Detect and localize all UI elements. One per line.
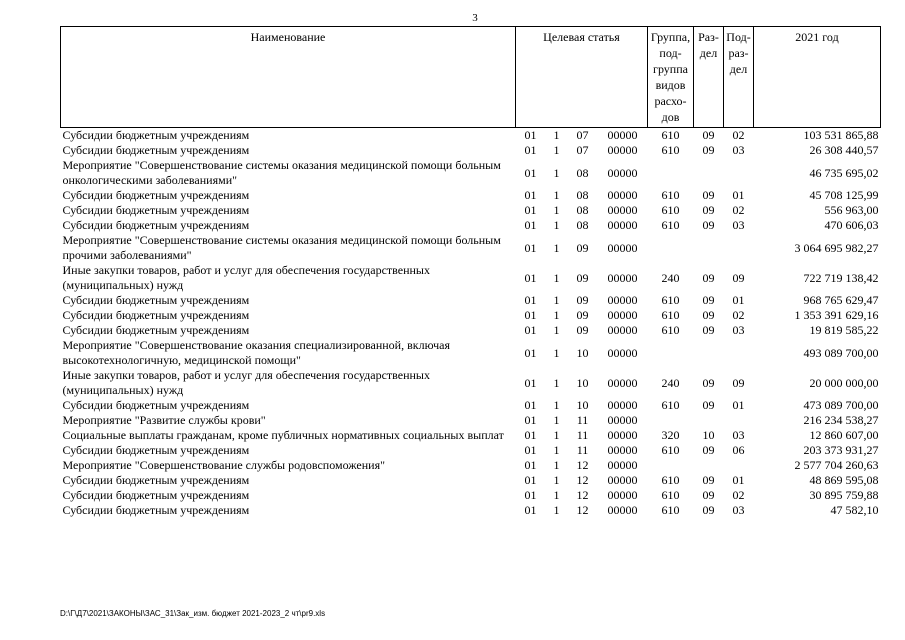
cell-group: 610 [661,473,680,487]
cell-amount: 46 735 695,02 [809,165,879,180]
table-row [61,233,881,263]
cell-group: 610 [661,203,680,217]
cell-subsection: 03 [732,323,745,337]
cell-a: 01 [524,428,537,442]
cell-b: 1 [553,398,560,412]
cell-group: 610 [661,293,680,307]
cell-section: 09 [702,128,715,142]
table-row [61,203,881,218]
cell-d: 00000 [607,398,638,412]
cell-d: 00000 [607,488,638,502]
cell-a: 01 [524,488,537,502]
cell-subsection [724,158,754,188]
cell-name: Субсидии бюджетным учреждениям [62,473,250,487]
cell-section: 09 [702,270,715,285]
footer-file-path: D:\Г\Д7\2021\ЗАКОНЫ\ЗАС_31\Зак_изм. бюджет 2021-2023_2 чт\pr9.xls [60,609,326,618]
table-row [61,308,881,323]
cell-b: 1 [553,413,560,427]
cell-amount: 556 963,00 [824,203,879,217]
cell-c: 12 [576,473,589,487]
cell-name: Мероприятие "Совершенствование службы родовспоможения" [62,458,386,472]
cell-subsection: 01 [732,473,745,487]
cell-group: 610 [661,323,680,337]
cell-section: 09 [702,375,715,390]
cell-group: 610 [661,443,680,457]
cell-section [694,413,724,428]
cell-group [648,158,694,188]
cell-name: Субсидии бюджетным учреждениям [62,293,250,307]
cell-name: Субсидии бюджетным учреждениям [62,188,250,202]
cell-b: 1 [553,218,560,232]
cell-b: 1 [553,323,560,337]
cell-b: 1 [553,270,560,285]
cell-d: 00000 [607,128,638,142]
cell-subsection: 02 [732,203,745,217]
cell-section: 09 [702,488,715,502]
cell-amount: 2 577 704 260,63 [794,458,879,472]
cell-group [648,233,694,263]
cell-section: 09 [702,308,715,322]
cell-group: 610 [661,308,680,322]
cell-d: 00000 [607,375,638,390]
cell-a: 01 [524,375,537,390]
header-name: Наименование [61,27,516,128]
cell-subsection: 02 [732,488,745,502]
cell-b: 1 [553,165,560,180]
cell-amount: 45 708 125,99 [809,188,879,202]
cell-c: 09 [576,293,589,307]
cell-d: 00000 [607,218,638,232]
cell-c: 08 [576,165,589,180]
cell-b: 1 [553,503,560,517]
cell-b: 1 [553,188,560,202]
cell-amount: 20 000 000,00 [809,375,879,390]
cell-subsection: 03 [732,503,745,517]
cell-b: 1 [553,308,560,322]
cell-a: 01 [524,345,537,360]
cell-d: 00000 [607,443,638,457]
cell-name: Социальные выплаты гражданам, кроме публичных нормативных социальных выплат [62,428,504,442]
cell-name: Мероприятие "Совершенствование системы оказания медицинской помощи больным онкологическими заболеваниями" [62,158,501,187]
cell-a: 01 [524,308,537,322]
cell-name: Субсидии бюджетным учреждениям [62,218,250,232]
cell-section: 09 [702,143,715,157]
cell-name: Иные закупки товаров, работ и услуг для обеспечения государственных (муниципальных) нужд [62,368,430,397]
cell-b: 1 [553,428,560,442]
header-group: Группа, под- группа видов расхо- дов [648,27,694,128]
cell-group: 610 [661,128,680,142]
cell-name: Субсидии бюджетным учреждениям [62,488,250,502]
cell-group: 610 [661,503,680,517]
cell-amount: 722 719 138,42 [803,270,879,285]
cell-c: 12 [576,488,589,502]
cell-name: Субсидии бюджетным учреждениям [62,503,250,517]
cell-section: 09 [702,188,715,202]
cell-section: 09 [702,473,715,487]
cell-subsection [724,233,754,263]
cell-c: 08 [576,203,589,217]
table-row [61,443,881,458]
cell-subsection: 03 [732,143,745,157]
cell-subsection: 01 [732,398,745,412]
cell-amount: 470 606,03 [824,218,879,232]
cell-section: 09 [702,503,715,517]
cell-section: 09 [702,443,715,457]
cell-subsection: 03 [732,428,745,442]
table-row [61,473,881,488]
cell-subsection [724,413,754,428]
cell-a: 01 [524,293,537,307]
cell-amount: 493 089 700,00 [803,345,879,360]
cell-c: 09 [576,270,589,285]
header-year: 2021 год [754,27,881,128]
cell-section: 09 [702,203,715,217]
table-row [61,188,881,203]
cell-section: 09 [702,398,715,412]
cell-a: 01 [524,413,537,427]
table-row [61,323,881,338]
table-header-row [61,27,881,128]
cell-d: 00000 [607,308,638,322]
cell-d: 00000 [607,188,638,202]
cell-section [694,233,724,263]
cell-group: 610 [661,488,680,502]
cell-group: 610 [661,143,680,157]
cell-b: 1 [553,203,560,217]
cell-section [694,158,724,188]
cell-b: 1 [553,240,560,255]
table-row [61,503,881,518]
cell-section: 09 [702,323,715,337]
cell-subsection [724,338,754,368]
cell-a: 01 [524,203,537,217]
cell-c: 10 [576,375,589,390]
cell-c: 08 [576,218,589,232]
cell-a: 01 [524,188,537,202]
header-subsection: Под- раз- дел [724,27,754,128]
cell-amount: 1 353 391 629,16 [794,308,879,322]
cell-b: 1 [553,143,560,157]
cell-name: Субсидии бюджетным учреждениям [62,323,250,337]
cell-name: Субсидии бюджетным учреждениям [62,128,250,142]
table-row [61,458,881,473]
cell-d: 00000 [607,473,638,487]
cell-amount: 30 895 759,88 [809,488,879,502]
cell-c: 11 [576,413,589,427]
cell-c: 07 [576,128,589,142]
cell-group: 610 [661,188,680,202]
cell-d: 00000 [607,203,638,217]
table-row [61,143,881,158]
budget-table [60,26,881,518]
cell-c: 10 [576,398,589,412]
cell-b: 1 [553,375,560,390]
header-target-article: Целевая статья [516,27,648,128]
cell-c: 12 [576,503,589,517]
cell-amount: 12 860 607,00 [809,428,879,442]
cell-subsection: 03 [732,218,745,232]
cell-amount: 216 234 538,27 [803,413,879,427]
cell-b: 1 [553,443,560,457]
cell-group [648,338,694,368]
cell-c: 09 [576,308,589,322]
cell-section: 10 [702,428,715,442]
cell-a: 01 [524,503,537,517]
cell-amount: 103 531 865,88 [803,128,879,142]
cell-name: Субсидии бюджетным учреждениям [62,308,250,322]
cell-d: 00000 [607,345,638,360]
cell-subsection: 09 [732,375,745,390]
cell-amount: 473 089 700,00 [803,398,879,412]
cell-name: Мероприятие "Совершенствование оказания специализированной, включая высокотехнологичную, медицинской помощи" [62,338,450,367]
cell-section: 09 [702,218,715,232]
cell-d: 00000 [607,165,638,180]
table-row [61,368,881,398]
cell-amount: 47 582,10 [830,503,879,517]
cell-a: 01 [524,143,537,157]
cell-section: 09 [702,293,715,307]
cell-subsection: 01 [732,188,745,202]
table-row [61,128,881,144]
cell-subsection: 01 [732,293,745,307]
cell-d: 00000 [607,503,638,517]
cell-amount: 48 869 595,08 [809,473,879,487]
cell-group: 320 [661,428,680,442]
cell-subsection: 02 [732,128,745,142]
cell-d: 00000 [607,240,638,255]
cell-section [694,338,724,368]
cell-c: 12 [576,458,589,472]
cell-amount: 26 308 440,57 [809,143,879,157]
cell-name: Субсидии бюджетным учреждениям [62,203,250,217]
cell-d: 00000 [607,293,638,307]
cell-b: 1 [553,488,560,502]
cell-group: 610 [661,218,680,232]
cell-a: 01 [524,473,537,487]
cell-name: Мероприятие "Совершенствование системы оказания медицинской помощи больным прочими заболеваниями" [62,233,501,262]
cell-b: 1 [553,473,560,487]
cell-b: 1 [553,458,560,472]
cell-d: 00000 [607,323,638,337]
table-row [61,398,881,413]
cell-group [648,413,694,428]
cell-a: 01 [524,240,537,255]
cell-amount: 203 373 931,27 [803,443,879,457]
table-row [61,218,881,233]
cell-c: 11 [576,428,589,442]
cell-c: 09 [576,240,589,255]
cell-amount: 968 765 629,47 [803,293,879,307]
cell-name: Субсидии бюджетным учреждениям [62,443,250,457]
cell-name: Субсидии бюджетным учреждениям [62,143,250,157]
cell-a: 01 [524,458,537,472]
cell-subsection: 02 [732,308,745,322]
cell-name: Субсидии бюджетным учреждениям [62,398,250,412]
cell-a: 01 [524,323,537,337]
cell-amount: 19 819 585,22 [809,323,879,337]
cell-d: 00000 [607,428,638,442]
table-row [61,158,881,188]
cell-d: 00000 [607,413,638,427]
cell-d: 00000 [607,458,638,472]
cell-a: 01 [524,165,537,180]
cell-c: 10 [576,345,589,360]
table-row [61,413,881,428]
cell-name: Иные закупки товаров, работ и услуг для обеспечения государственных (муниципальных) нужд [62,263,430,292]
cell-a: 01 [524,128,537,142]
cell-d: 00000 [607,270,638,285]
cell-b: 1 [553,293,560,307]
cell-subsection: 09 [732,270,745,285]
cell-b: 1 [553,128,560,142]
cell-c: 11 [576,443,589,457]
cell-section [694,458,724,473]
table-row [61,338,881,368]
page-number: 3 [472,12,478,24]
table-row [61,428,881,443]
cell-c: 09 [576,323,589,337]
cell-d: 00000 [607,143,638,157]
cell-c: 08 [576,188,589,202]
cell-a: 01 [524,398,537,412]
table-row [61,293,881,308]
cell-subsection [724,458,754,473]
cell-group [648,458,694,473]
header-section: Раз- дел [694,27,724,128]
cell-name: Мероприятие "Развитие службы крови" [62,413,266,427]
cell-subsection: 06 [732,443,745,457]
cell-a: 01 [524,443,537,457]
cell-a: 01 [524,270,537,285]
cell-amount: 3 064 695 982,27 [794,240,879,255]
cell-c: 07 [576,143,589,157]
cell-group: 240 [661,375,680,390]
table-row [61,488,881,503]
cell-a: 01 [524,218,537,232]
cell-b: 1 [553,345,560,360]
cell-group: 240 [661,270,680,285]
cell-group: 610 [661,398,680,412]
table-row [61,263,881,293]
